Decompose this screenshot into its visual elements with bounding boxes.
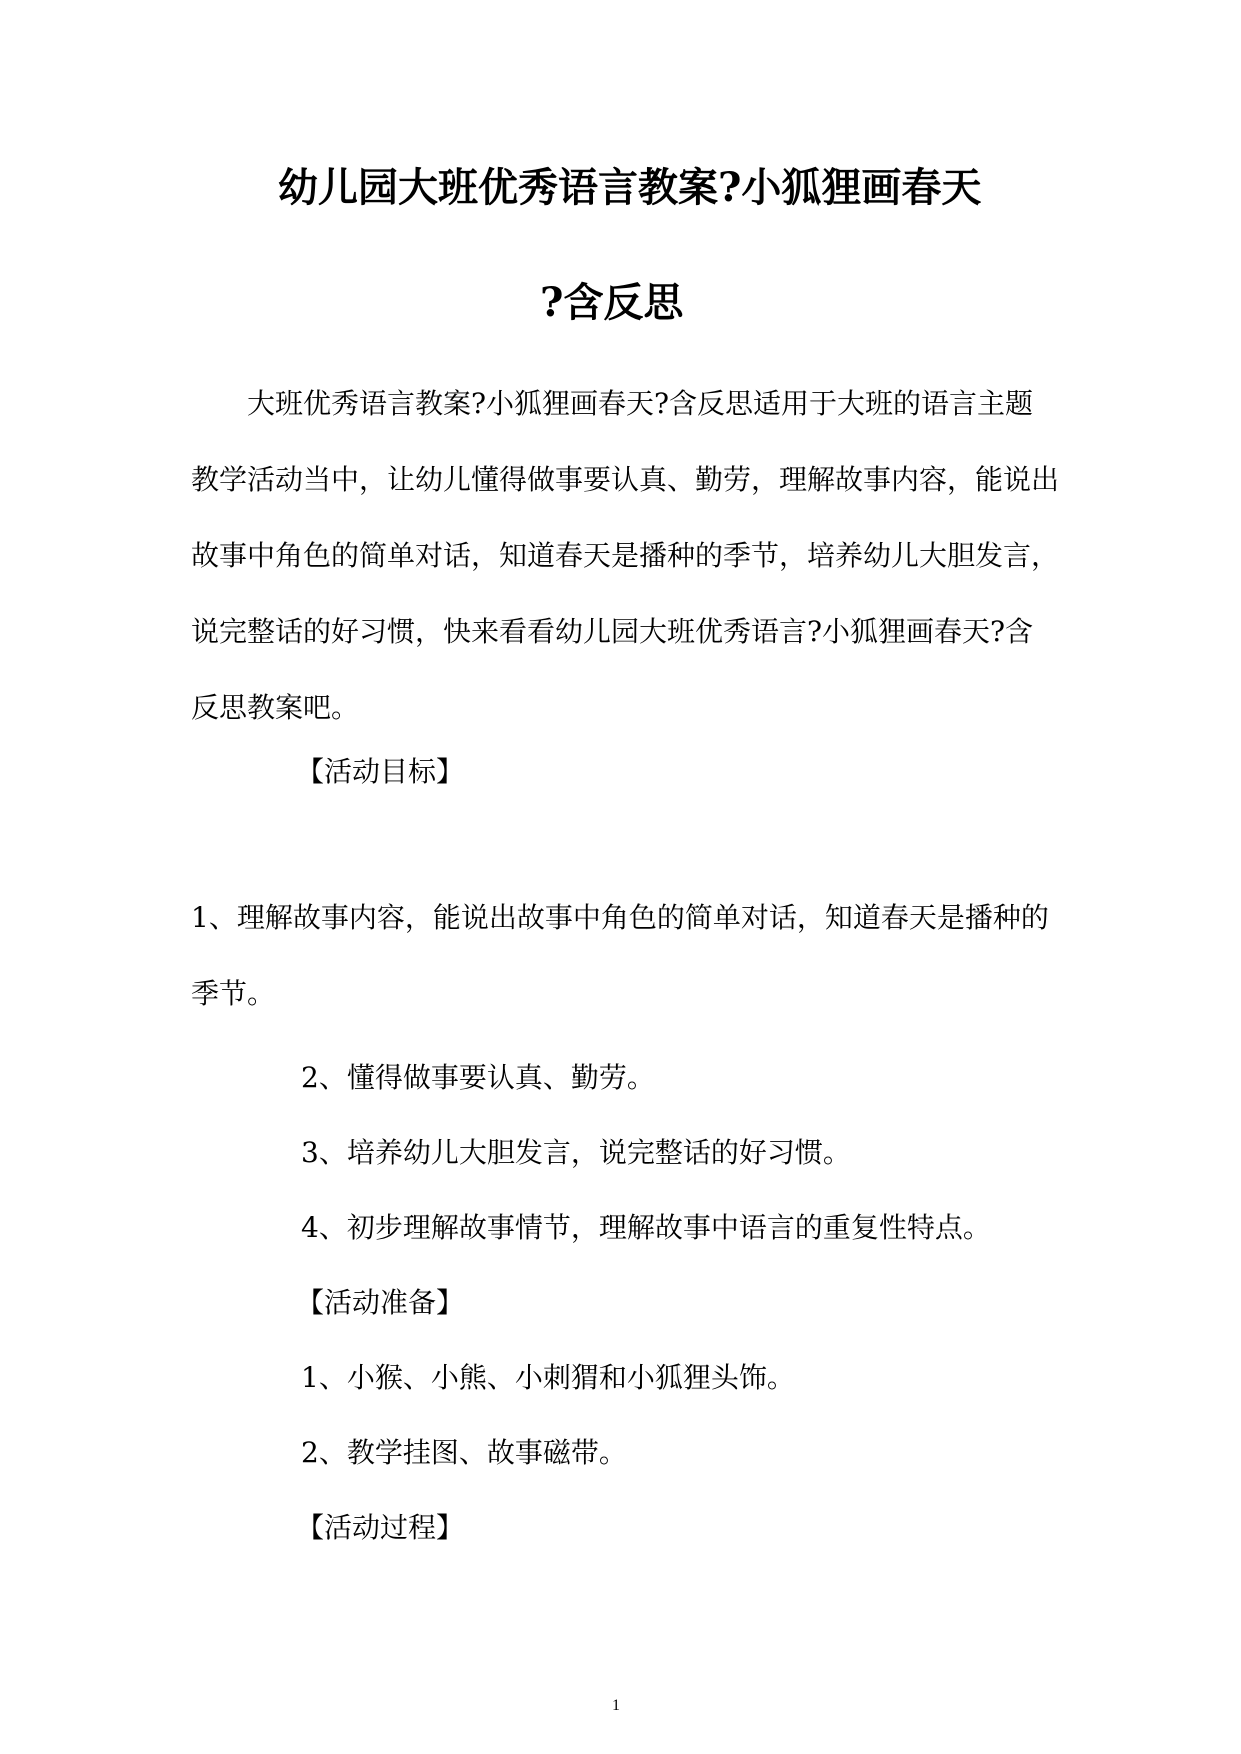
goal-item-3: 3、培养幼儿大胆发言，说完整话的好习惯。 [301, 1136, 851, 1169]
section-heading-goals: 【活动目标】 [296, 755, 465, 788]
goal-item-4: 4、初步理解故事情节，理解故事中语言的重复性特点。 [301, 1211, 991, 1244]
section-heading-process: 【活动过程】 [296, 1511, 465, 1544]
prep-item-2: 2、教学挂图、故事磁带。 [301, 1436, 627, 1469]
intro-paragraph: 大班优秀语言教案?小狐狸画春天?含反思适用于大班的语言主题教学活动当中，让幼儿懂得做事要认真、勤劳，理解故事内容，能说出故事中角色的简单对话，知道春天是播种的季节，培养幼儿大胆发言，说完整话的好习惯，快来看看幼儿园大班优秀语言?小狐狸画春天?含反思教案吧。 [191, 387, 1060, 724]
document-title-line-2: ?含反思 [540, 279, 684, 326]
section-heading-prep: 【活动准备】 [296, 1286, 465, 1319]
page-number: 1 [612, 1697, 620, 1714]
goal-item-2: 2、懂得做事要认真、勤劳。 [301, 1061, 655, 1094]
document-title-line-1: 幼儿园大班优秀语言教案?小狐狸画春天 [278, 164, 982, 211]
goal-item-1: 1、理解故事内容，能说出故事中角色的简单对话，知道春天是播种的季节。 [191, 901, 1049, 1010]
prep-item-1: 1、小猴、小熊、小刺猬和小狐狸头饰。 [301, 1361, 795, 1394]
